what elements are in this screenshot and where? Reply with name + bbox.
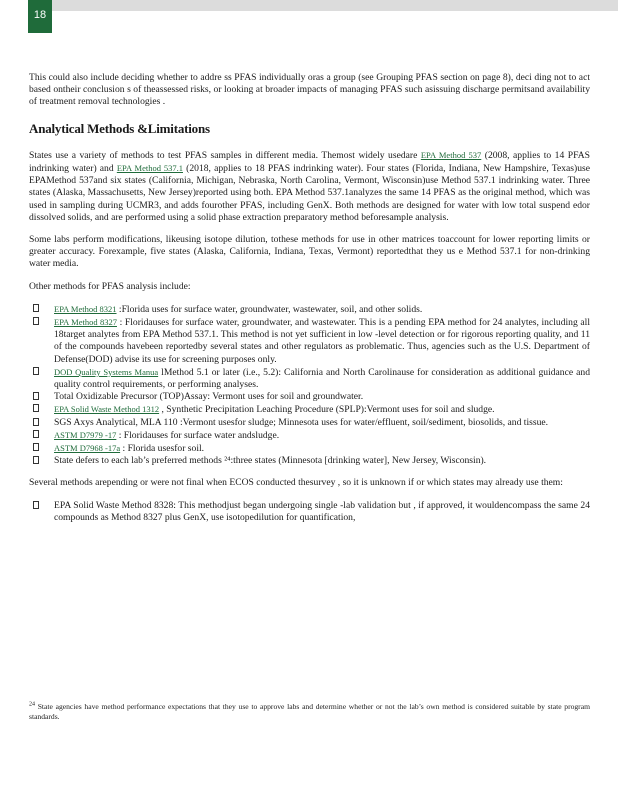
bullet-icon [33,392,39,400]
footnote [29,702,590,722]
list-item [29,316,590,366]
methods-paragraph [29,149,590,224]
list-item [29,442,590,455]
bullet-icon [33,304,39,312]
bullet-icon [33,317,39,325]
epa-537-link[interactable]: EPA Method 537 [420,149,482,160]
epa-537-1-link[interactable]: EPA Method 537.1 [116,163,183,174]
method-text: , Synthetic Precipitation Leaching Procedure (SPLP):Vermont uses for soil and sludge. [159,404,495,416]
list-item [29,366,590,391]
method-text: SGS Axys Analytical, MLA 110 :Vermont usesfor sludge; Minnesota uses for water/effluent, soil/sediment, biosolids, and tissue. [54,416,549,428]
method-text: : Floridauses for surface water andsludge. [116,429,280,441]
pending-list [29,500,590,524]
method-link[interactable]: DOD Quality Systems Manua [54,366,159,377]
bullet-icon [33,430,39,438]
header-bar [28,0,618,11]
list-item [29,417,590,429]
method-text: lMethod 5.1 or later (i.e., 5.2): California and North Carolinause for consideration as additional guidance and quality control requirements, or performing analyses. [54,366,590,391]
para1-text-b: (2008, applies to 14 PFAS indrinking water) and [29,149,590,175]
footnote-mark: 24 [29,701,35,708]
modifications-paragraph: Some labs perform modifications, likeusing isotope dilution, tothese methods for use in other matrices toaccount for lower reporting limits or greater accuracy. Forexample, five states (Alaska, California, Indiana, Texas, Vermont) reportedthat they us e Method 537.1 for non-drinking water media. [29,234,590,270]
list-item [29,303,590,316]
list-item [29,391,590,403]
method-link[interactable]: EPA Method 8321 [54,303,117,314]
footnote-text: State agencies have method performance expectations that they use to approve labs and determine whether or not the lab’s own method is considered suitable by state program standards. [29,702,590,721]
method-link[interactable]: EPA Solid Waste Method 1312 [54,404,160,415]
method-text: Total Oxidizable Precursor (TOP)Assay: Vermont uses for soil and groundwater. [54,391,364,403]
list-item [29,429,590,442]
section-heading: Analytical Methods &Limitations [29,120,210,136]
para1-text-c: (2018, applies to 18 PFAS indrinking water). Four states (Florida, Indiana, New Hampshire, Texas)use EPAMethod 537and six states (California, Michigan, Nebraska, North Carolina, Vermont, Wisconsin)use Method 537.1 indrinking water. Three states (Alaska, Massachusetts, New Jersey)reported using both. EPA Method 537.1analyzes the same 14 PFAS as the original method, which was used in sampling during UCMR3, and adds fourother PFAS, including GenX. Both methods are designed for water with low total suspend edor dissolved solids, and are performed using a solid phase extraction preparatory method beforesample analysis. [29,163,590,223]
methods-list [29,303,590,468]
method-link[interactable]: EPA Method 8327 [54,317,117,328]
page-body [29,72,590,534]
method-link[interactable]: ASTM D7968 -17a [54,443,121,454]
pending-text: EPA Solid Waste Method 8328: This methodjust began undergoing single -lab validation but , if approved, it wouldencompass the same 24 compounds as Method 8327 plus GenX, use isotopedilution for quantification, [54,499,590,523]
list-item [29,455,590,467]
intro-paragraph: This could also include deciding whether to addre ss PFAS individually oras a group (see Grouping PFAS section on page 8), deci ding not to act based ontheir conclusion s of theassessed risks, or looking at broader impacts of managing PFAS such asissuing discharge permitsand availability of treatment removal technologies . [29,72,590,108]
method-text: State defers to each lab’s preferred methods ²⁴:three states (Minnesota [drinking water], New Jersey, Wisconsin). [54,455,487,467]
bullet-icon [33,404,39,412]
method-link[interactable]: ASTM D7979 -17 [54,429,117,440]
method-text: : Florida usesfor soil. [120,443,205,455]
bullet-icon [33,367,39,375]
pending-paragraph: Several methods arepending or were not final when ECOS conducted thesurvey , so it is unknown if or which states may already use them: [29,477,563,489]
list-item [29,500,590,524]
list-item [29,403,590,416]
other-methods-intro: Other methods for PFAS analysis include: [29,280,191,292]
para1-text-a: States use a variety of methods to test PFAS samples in different media. Themost widely usedare [29,149,421,161]
bullet-icon [33,456,39,464]
bullet-icon [33,418,39,426]
method-text: :Florida uses for surface water, groundwater, wastewater, soil, and other solids. [116,303,423,315]
bullet-icon [33,501,39,509]
method-text: : Floridauses for surface water, groundwater, and wastewater. This is a pending EPA method for 24 analytes, including all 18target analytes from EPA Method 537.1. This method is not yet sufficient in low -level detection or for rigorous reporting quality, and 11 of the compounds havebeen reportedby several states and other regulators as problematic. Thus, agencies such as the U.S. Department of Defense(DOD) advise its use for screening purposes only. [54,317,590,365]
page-number: 18 [28,0,52,33]
bullet-icon [33,443,39,451]
